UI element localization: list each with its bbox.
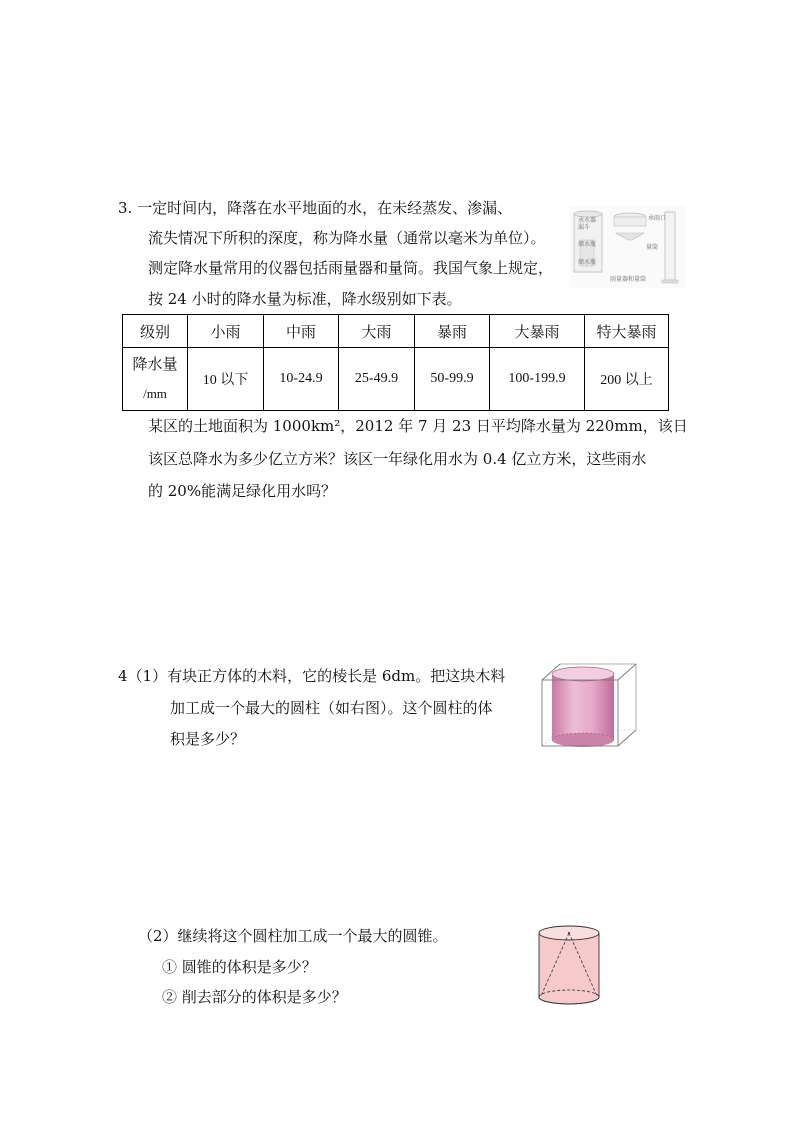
cube-cylinder-figure bbox=[540, 660, 640, 752]
table-header-row bbox=[123, 315, 669, 348]
gauge-label-cylinder: 量筒 bbox=[646, 244, 659, 251]
table-value-cell: 100-199.9 bbox=[490, 348, 585, 411]
table-value-row bbox=[123, 348, 669, 411]
table-level-cell: 特大暴雨 bbox=[585, 315, 669, 348]
table-value-cell: 25-49.9 bbox=[339, 348, 415, 411]
q4-part2-title: （2）继续将这个圆柱加工成一个最大的圆锥。 bbox=[138, 927, 448, 945]
table-row-label bbox=[123, 348, 188, 411]
gauge-label-cup: 储水瓶 bbox=[578, 259, 597, 266]
q3-line-3: 测定降水量常用的仪器包括雨量器和量筒。我国气象上规定， bbox=[148, 259, 554, 277]
table-value-cell: 200 以上 bbox=[585, 348, 669, 411]
q3-line-4: 按 24 小时的降水量为标准，降水级别如下表。 bbox=[148, 290, 462, 308]
table-value-cell: 50-99.9 bbox=[415, 348, 490, 411]
q3-question-line-1: 某区的土地面积为 1000km²，2012 年 7 月 23 日平均降水量为 220mm，该日 bbox=[148, 417, 688, 435]
cylinder-cone-figure bbox=[534, 924, 604, 1006]
table-level-cell: 中雨 bbox=[264, 315, 339, 348]
table-level-cell: 大暴雨 bbox=[490, 315, 585, 348]
gauge-caption: 雨量器和量筒 bbox=[610, 276, 647, 283]
q3-question-line-3: 的 20%能满足绿化用水吗？ bbox=[148, 482, 337, 500]
table-level-cell: 大雨 bbox=[339, 315, 415, 348]
q4-part1-line-2: 加工成一个最大的圆柱（如右图）。这个圆柱的体 bbox=[170, 699, 493, 717]
gauge-label-funnel: 漏斗 bbox=[578, 224, 591, 231]
table-value-cell: 10-24.9 bbox=[264, 348, 339, 411]
table-value-cell: 10 以下 bbox=[188, 348, 264, 411]
rain-gauge-figure bbox=[570, 206, 685, 288]
q4-part2-item-2: ② 削去部分的体积是多少？ bbox=[162, 988, 347, 1006]
q3-line-1: 3. 一定时间内，降落在水平地面的水，在未经蒸发、渗漏、 bbox=[118, 199, 513, 217]
gauge-label-mouth: 承雨口 bbox=[648, 215, 667, 222]
rainfall-level-table bbox=[122, 314, 669, 411]
table-level-cell: 暴雨 bbox=[415, 315, 490, 348]
q4-part1-line-3: 积是多少？ bbox=[170, 730, 246, 748]
table-row-label-top: 降水量 bbox=[132, 355, 178, 373]
table-level-cell: 小雨 bbox=[188, 315, 264, 348]
table-header-label: 级别 bbox=[123, 315, 188, 348]
q3-line-2: 流失情况下所积的深度，称为降水量（通常以毫米为单位）。 bbox=[148, 229, 546, 247]
gauge-label-bottle: 储水瓶 bbox=[578, 241, 597, 248]
gauge-label-collector: 承水器 bbox=[578, 217, 597, 224]
table-row-label-unit: /mm bbox=[143, 386, 167, 401]
q4-part2-item-1: ① 圆锥的体积是多少？ bbox=[162, 958, 317, 976]
q3-question-line-2: 该区总降水为多少亿立方米？该区一年绿化用水为 0.4 亿立方米，这些雨水 bbox=[148, 450, 647, 468]
q4-part1-line-1: 4（1）有块正方体的木料，它的棱长是 6dm。把这块木料 bbox=[118, 667, 506, 685]
